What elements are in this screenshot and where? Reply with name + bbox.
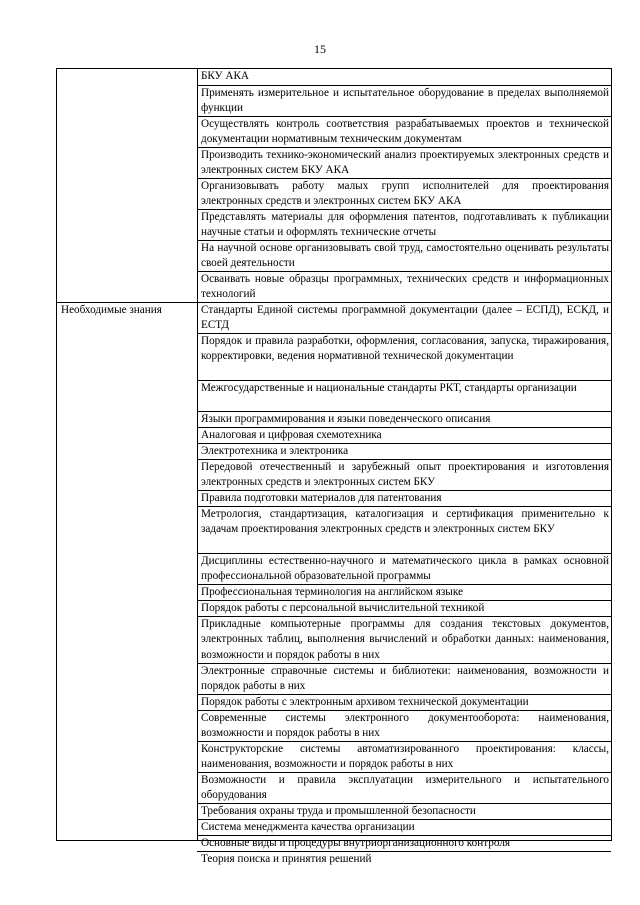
table-row: Языки программирования и языки поведенческого описания <box>201 413 491 425</box>
table-row: Осваивать новые образцы программных, технических средств и информационных технологий <box>201 273 609 301</box>
table-row: Электротехника и электроника <box>201 445 349 457</box>
table-row: Организовывать работу малых групп исполнителей для проектирования электронных средств и электронных систем БКУ АКА <box>201 180 609 208</box>
table-row: Возможности и правила эксплуатации измерительного и испытательного оборудования <box>201 774 609 802</box>
table-row: Электронные справочные системы и библиотеки: наименования, возможности и порядок работы в них <box>201 665 609 693</box>
table-row: Метрология, стандартизация, каталогизация и сертификация применительно к задачам проектирования электронных средств и электронных систем БКУ <box>201 508 609 536</box>
page-number: 15 <box>314 42 326 56</box>
table-row: Прикладные компьютерные программы для создания текстовых документов, электронных таблиц, выполнения вычислений и обработки данных: наименования, возможности и порядок работы в них <box>201 618 609 661</box>
table-row: Профессиональная терминология на английском языке <box>201 586 463 598</box>
table-row: Порядок работы с персональной вычислительной техникой <box>201 602 485 614</box>
table-row: БКУ АКА <box>201 70 250 82</box>
table-row: Порядок и правила разработки, оформления, согласования, запуска, тиражирования, корректировки, ведения нормативной технической документации <box>201 335 609 363</box>
table-row: Дисциплины естественно-научного и математического цикла в рамках основной профессиональной образовательной программы <box>201 555 609 583</box>
table-row: Межгосударственные и национальные стандарты РКТ, стандарты организации <box>201 382 577 394</box>
knowledge-label: Необходимые знания <box>61 304 162 316</box>
table-row: Представлять материалы для оформления патентов, подготавливать к публикации научные статьи и оформлять технические отчеты <box>201 211 609 239</box>
table-row: Правила подготовки материалов для патентования <box>201 492 442 504</box>
table-row: Система менеджмента качества организации <box>201 821 415 833</box>
table-row: Применять измерительное и испытательное оборудование в пределах выполняемой функции <box>201 87 609 115</box>
table-row: На научной основе организовывать свой труд, самостоятельно оценивать результаты своей деятельности <box>201 242 609 270</box>
column-divider <box>197 69 198 840</box>
table-row: Требования охраны труда и промышленной безопасности <box>201 805 476 817</box>
table-row: Передовой отечественный и зарубежный опыт проектирования и изготовления электронных средств и электронных систем БКУ <box>201 461 609 489</box>
table-row: Производить технико-экономический анализ проектируемых электронных средств и электронных систем БКУ АКА <box>201 149 609 177</box>
table-row: Современные системы электронного документооборота: наименования, возможности и порядок работы в них <box>201 712 609 740</box>
table-row: Порядок работы с электронным архивом технической документации <box>201 696 529 708</box>
table-row: Теория поиска и принятия решений <box>201 853 372 865</box>
table-row: Осуществлять контроль соответствия разрабатываемых проектов и технической документации нормативным техническим документам <box>201 118 609 146</box>
table-row: Стандарты Единой системы программной документации (далее – ЕСПД), ЕСКД, и ЕСТД <box>201 304 609 332</box>
table-row: Основные виды и процедуры внутриорганизационного контроля <box>201 837 511 849</box>
table-row: Конструкторские системы автоматизированного проектирования: классы, наименования, возможности и порядок работы в них <box>201 743 609 771</box>
competency-table <box>56 68 612 865</box>
table-row: Аналоговая и цифровая схемотехника <box>201 429 382 441</box>
